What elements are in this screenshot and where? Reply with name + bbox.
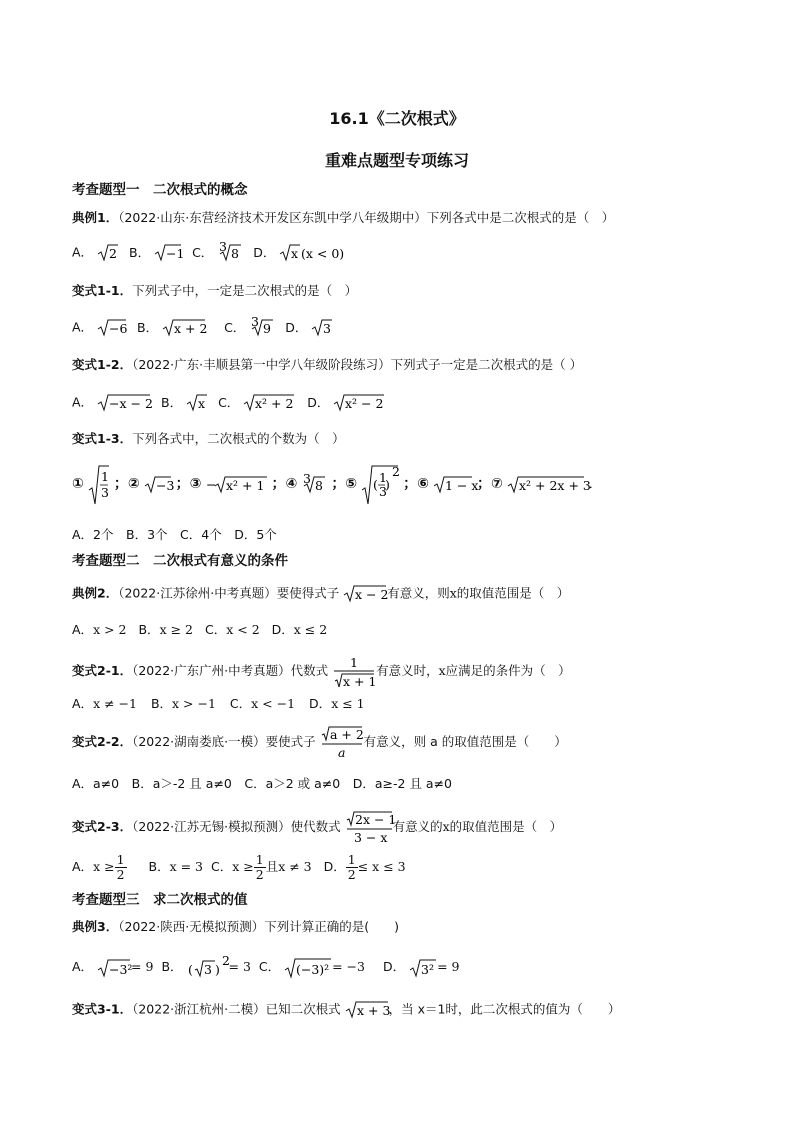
question-text: 下列式子中，一定是二次根式的是（ ） (132, 283, 358, 298)
option-c-label: C． (224, 319, 246, 335)
option-d-label: D． (309, 696, 332, 711)
sqrt-neg-x-minus-2 (97, 393, 151, 413)
cbrt-9 (249, 314, 275, 338)
item-end: ． (588, 476, 602, 491)
question-text: 的取值范围是（ ） (456, 585, 570, 601)
svg-text:): ) (385, 476, 391, 492)
variable: x (438, 663, 446, 678)
svg-text:x: x (291, 246, 299, 261)
sqrt-1-minus-x (433, 475, 479, 495)
cbrt-8-item (301, 470, 327, 495)
question-tag: 典例1． (72, 210, 119, 225)
svg-text:x + 3: x + 3 (356, 1003, 391, 1018)
item-4-label: ；④ (271, 476, 298, 492)
answers-q1-3: A．2个 B．3个 C．4个 D．5个 (72, 527, 277, 542)
question-tag: 变式1-2． (72, 357, 133, 372)
question-tag: 变式1-3． (72, 431, 133, 446)
option-c-label: C． (258, 959, 281, 974)
option-c-value: x < −1 (251, 696, 296, 711)
option-b-label: B． (150, 696, 173, 711)
sqrt-neg-3-squared (97, 957, 131, 979)
svg-text:(: ( (187, 961, 193, 977)
fraction-half: $\frac{1}{2}$ (255, 852, 264, 882)
option-d-value: x ≤ 1 (331, 696, 365, 711)
svg-text:−6: −6 (109, 321, 128, 336)
frac-sqrt-2x-minus-1-over-3-minus-x (345, 810, 396, 846)
option-c-value: x ≥ (232, 859, 254, 874)
question-tag: 变式2-2． (72, 734, 133, 749)
svg-text:a + 2: a + 2 (329, 726, 364, 742)
svg-text:−: − (205, 476, 216, 492)
question-q2 (72, 584, 569, 604)
item-5-label: ；⑤ (331, 476, 358, 492)
option-b-label: B． (161, 394, 183, 410)
item-7-label: ；⑦ (476, 476, 503, 492)
question-q1-3 (72, 430, 345, 448)
question-text: 下列各式中，二次根式的个数为（ ） (132, 431, 345, 446)
question-text: 应满足的条件为（ ） (445, 663, 571, 678)
frac-1-over-sqrt-x-plus-1 (332, 654, 376, 690)
option-c-label: C． (211, 859, 233, 874)
question-text: （2022·广东广州·中考真题）代数式 (132, 663, 329, 678)
option-c-value: = −3 (332, 959, 365, 974)
question-text: 有意义，则 (387, 585, 450, 601)
svg-text:3²: 3² (421, 961, 435, 977)
section-heading-2: 考查题型二 二次根式有意义的条件 (72, 553, 288, 569)
sqrt-neg6 (97, 318, 127, 338)
question-text: （2022·江苏无锡·模拟预测）使代数式 (132, 819, 341, 834)
svg-text:3: 3 (219, 239, 228, 254)
svg-text:−3²: −3² (109, 961, 133, 977)
sqrt-x2-minus-2 (333, 393, 385, 413)
svg-text:(−3)²: (−3)² (296, 961, 330, 977)
svg-text:3: 3 (251, 314, 260, 329)
options-q1 (72, 239, 359, 263)
option-a-label: A． (72, 959, 94, 974)
svg-text:3: 3 (100, 484, 109, 500)
sqrt-one-third (88, 464, 110, 506)
svg-text:2x − 1: 2x − 1 (354, 811, 396, 827)
question-q2-2 (72, 723, 567, 761)
options-q1-2 (72, 393, 385, 413)
question-tag: 典例3． (72, 919, 119, 934)
question-text: （2022·浙江杭州·二模）已知二次根式 (132, 1001, 341, 1017)
question-text: （2022·江苏徐州·中考真题）要使得式子 (118, 585, 340, 601)
svg-text:3: 3 (323, 321, 332, 336)
option-a-label: A． (72, 859, 94, 874)
question-text: （2022·广东·丰顺县第一中学八年级阶段练习）下列式子一定是二次根式的是（ ） (132, 357, 583, 372)
svg-text:2: 2 (109, 246, 117, 261)
question-text: 有意义时， (376, 663, 439, 678)
question-tag: 变式3-1． (72, 1001, 133, 1017)
sqrt-x-plus-2 (162, 318, 206, 338)
svg-text:−x − 2: −x − 2 (109, 396, 153, 411)
question-text: 有意义，则 a 的取值范围是（ ） (363, 734, 567, 749)
svg-text:x + 2: x + 2 (174, 321, 208, 336)
question-q2-1 (72, 652, 571, 690)
question-text: 的取值范围是（ ） (449, 819, 563, 834)
option-d-value: = 9 (437, 959, 460, 974)
option-b-value: x ≥ 2 (159, 622, 193, 637)
fraction-half: $\frac{1}{2}$ (347, 852, 356, 882)
options-q2-3 (72, 851, 406, 883)
page-title: 16.1《二次根式》 (329, 109, 465, 128)
question-text: （2022·陕西·无模拟预测）下列计算正确的是( ) (118, 919, 399, 934)
fraction-half: $\frac{1}{2}$ (116, 852, 125, 882)
variable: x (442, 819, 450, 834)
option-b-label: B． (129, 244, 151, 260)
sqrt-neg1 (154, 243, 185, 263)
option-d-label: D． (253, 244, 276, 260)
svg-text:8: 8 (315, 477, 324, 493)
svg-text:9: 9 (263, 321, 272, 336)
svg-text:3: 3 (203, 961, 212, 977)
sqrt-3-in-parens-squared (187, 952, 230, 980)
option-d-label: D． (271, 622, 294, 637)
svg-text:x² + 2: x² + 2 (255, 396, 294, 411)
option-c-value-2: x ≠ 3 (278, 859, 312, 874)
svg-text:8: 8 (231, 246, 240, 261)
variable: x (449, 585, 457, 601)
question-q1-1 (72, 282, 357, 300)
option-b-label: B． (148, 859, 170, 874)
question-text: 有意义的 (392, 819, 443, 834)
svg-text:x² + 1: x² + 1 (225, 477, 264, 493)
option-c-and: 且 (265, 859, 279, 874)
neg-sqrt-x2-plus-1 (206, 475, 268, 495)
sqrt-x-plus-3 (345, 1000, 389, 1020)
question-tag: 变式2-1． (72, 663, 133, 678)
svg-text:1: 1 (350, 654, 359, 670)
option-c-label: C． (229, 696, 252, 711)
option-d-label: D． (307, 394, 330, 410)
question-text: ，当 x＝1时，此二次根式的值为（ ） (388, 1001, 621, 1017)
option-d-value: ≤ x ≤ 3 (357, 859, 406, 874)
option-d-label: D． (323, 859, 346, 874)
answers-q2-2: A．a≠0 B．a＞-2 且 a≠0 C．a＞2 或 a≠0 D．a≥-2 且 a≠0 (72, 776, 452, 791)
option-a-value: x ≠ −1 (93, 696, 137, 711)
svg-text:(: ( (373, 476, 379, 492)
section-heading-3: 考查题型三 求二次根式的值 (72, 892, 248, 908)
option-b-value: x = 3 (169, 859, 204, 874)
options-q2-1 (72, 695, 365, 713)
question-q1-2 (72, 356, 582, 374)
options-q3 (72, 954, 460, 980)
sqrt-x-minus-2 (343, 584, 387, 604)
sqrt-x-cond (279, 243, 359, 263)
question-tag: 典例2． (72, 585, 119, 601)
question-tag: 变式2-3． (72, 819, 133, 834)
page-subtitle: 重难点题型专项练习 (324, 151, 469, 170)
sqrt-neg3 (144, 475, 175, 495)
item-1-label: ① (72, 476, 84, 492)
option-d-value: x ≤ 2 (293, 622, 328, 637)
option-a-label: A． (72, 244, 94, 260)
question-text: （2022·湖南娄底·一模）要使式子 (132, 734, 316, 749)
options-q2 (72, 621, 327, 639)
item-2-label: ；② (113, 476, 140, 492)
question-q3 (72, 918, 399, 936)
svg-text:−1: −1 (166, 246, 185, 261)
svg-text:2: 2 (392, 463, 401, 479)
sqrt-3-squared (409, 957, 437, 979)
option-a-label: A． (72, 319, 94, 335)
option-c-label: C． (192, 244, 214, 260)
option-c-label: C． (204, 622, 227, 637)
option-a-value: x > 2 (93, 622, 127, 637)
svg-text:x: x (198, 396, 206, 411)
svg-text:a: a (337, 744, 346, 760)
option-a-label: A． (72, 696, 94, 711)
option-a-value: = 9 (131, 959, 154, 974)
option-b-label: B． (137, 319, 159, 335)
question-q1 (72, 209, 614, 227)
sqrt-x2-plus-2x-plus-3 (507, 475, 591, 495)
svg-text:3: 3 (303, 470, 312, 486)
sqrt-one-third-squared (361, 464, 399, 506)
svg-text:2: 2 (221, 952, 230, 968)
item-3-label: ；③ (175, 476, 202, 492)
option-c-value: x < 2 (226, 622, 260, 637)
sqrt-x2-plus-2 (243, 393, 295, 413)
svg-text:3 − x: 3 − x (353, 829, 388, 845)
question-q3-1 (72, 1000, 620, 1020)
option-c-label: C． (218, 394, 240, 410)
items-q1-3 (72, 462, 601, 506)
svg-text:x − 2: x − 2 (355, 587, 389, 602)
option-b-label: B． (161, 959, 183, 974)
option-b-value: = 3 (228, 959, 251, 974)
option-d-label: D． (285, 319, 308, 335)
item-6-label: ；⑥ (403, 476, 429, 492)
svg-text:): ) (214, 961, 220, 977)
option-a-label: A． (72, 622, 94, 637)
svg-text:1 − x: 1 − x (444, 477, 479, 493)
svg-text:x² − 2: x² − 2 (345, 396, 384, 411)
options-q1-1 (72, 314, 333, 338)
question-q2-3 (72, 808, 562, 846)
question-text: （2022·山东·东营经济技术开发区东凯中学八年级期中）下列各式中是二次根式的是（ ） (118, 210, 615, 225)
question-tag: 变式1-1． (72, 283, 133, 298)
option-d-label: D． (382, 959, 406, 974)
option-b-label: B． (138, 622, 160, 637)
option-a-value: x ≥ (93, 859, 115, 874)
sqrt-2 (97, 243, 119, 263)
svg-text:1: 1 (379, 469, 388, 485)
svg-text:1: 1 (100, 468, 109, 484)
svg-text:x + 1: x + 1 (343, 673, 377, 689)
frac-sqrt-a-plus-2-over-a (320, 725, 364, 761)
sqrt-neg3-paren-squared (284, 956, 332, 980)
svg-text:3: 3 (379, 483, 388, 499)
option-a-label: A． (72, 394, 94, 410)
svg-text:x² + 2x + 3: x² + 2x + 3 (518, 477, 591, 493)
svg-text:−3: −3 (155, 477, 175, 493)
sqrt-x (186, 393, 208, 413)
cbrt-8 (217, 239, 243, 263)
svg-text:(x < 0): (x < 0) (301, 246, 345, 261)
sqrt-3 (311, 318, 333, 338)
section-heading-1: 考查题型一 二次根式的概念 (72, 182, 248, 198)
option-b-value: x > −1 (172, 696, 216, 711)
